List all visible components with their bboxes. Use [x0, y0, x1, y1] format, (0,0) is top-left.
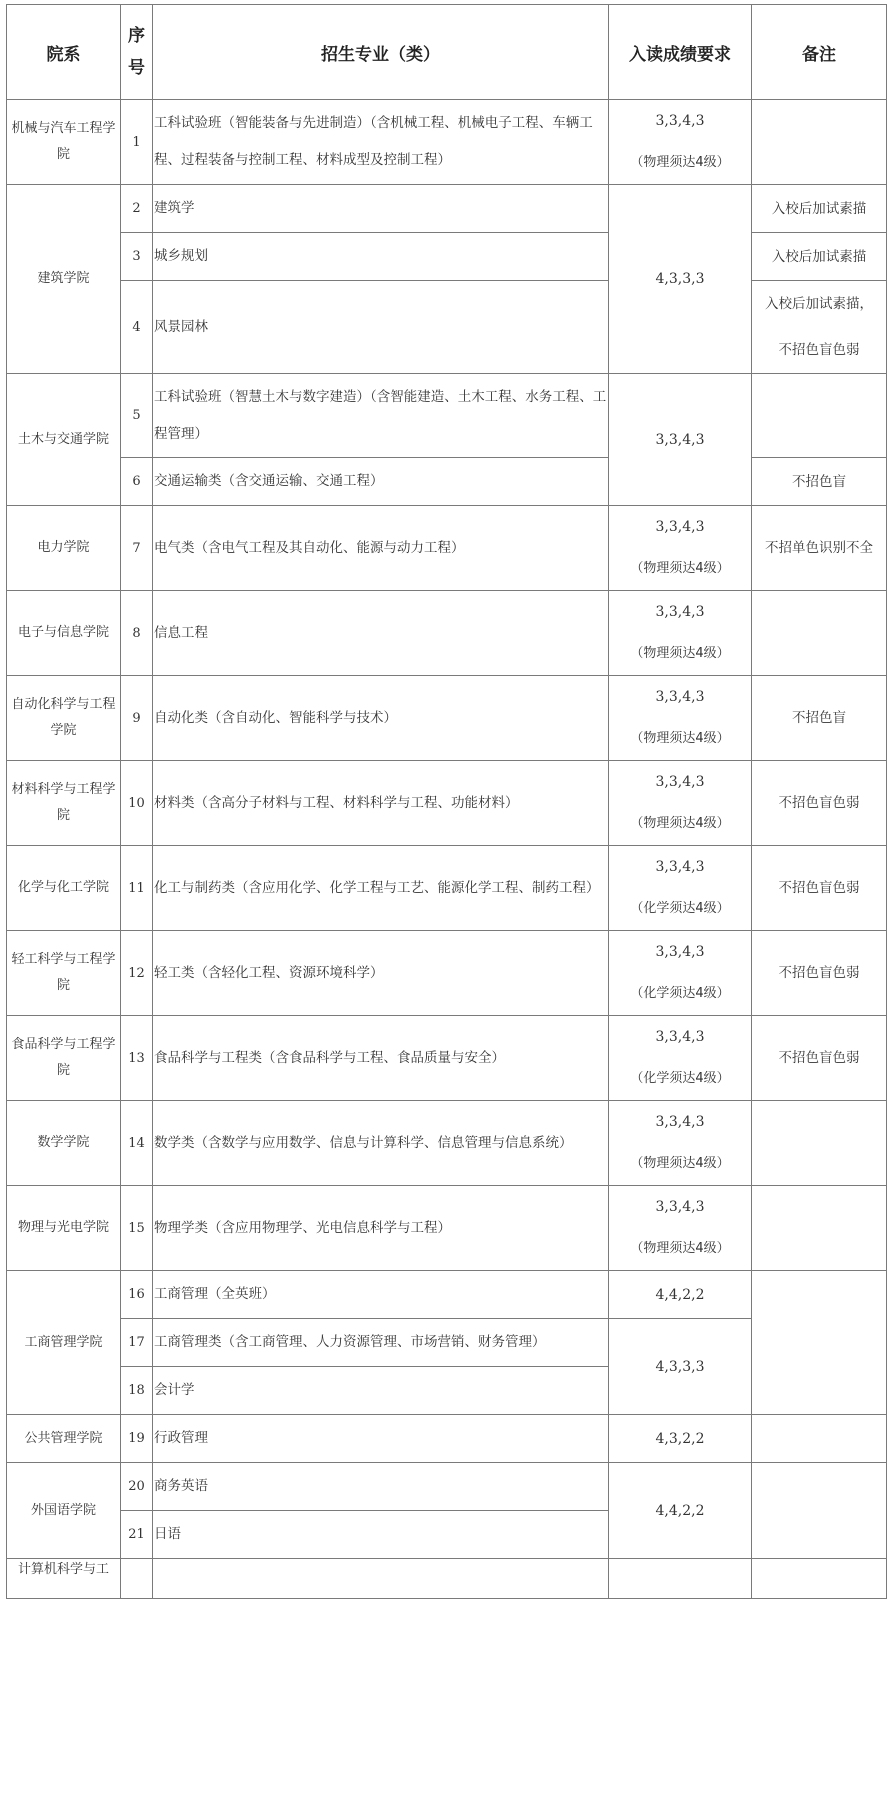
table-row [7, 281, 887, 374]
seq-cell: 9 [121, 676, 153, 761]
condition-text: （化学须达4级） [630, 901, 730, 916]
major-cell: 化工与制药类（含应用化学、化学工程与工艺、能源化学工程、制药工程） [153, 846, 609, 931]
major-cell: 建筑学 [153, 185, 609, 233]
major-cell: 会计学 [153, 1367, 609, 1415]
dept-cell: 机械与汽车工程学院 [7, 100, 121, 185]
score-text: 4,3,2,2 [655, 1430, 705, 1447]
dept-cell: 建筑学院 [7, 185, 121, 374]
score-text: 4,3,3,3 [655, 271, 705, 287]
seq-cell: 7 [121, 506, 153, 591]
dept-cell: 外国语学院 [7, 1463, 121, 1559]
seq-cell: 1 [121, 100, 153, 185]
seq-cell: 14 [121, 1101, 153, 1186]
dept-cell: 化学与化工学院 [7, 846, 121, 931]
condition-text: （物理须达4级） [630, 646, 730, 661]
table-row [7, 1463, 887, 1511]
requirement-cell [609, 1016, 752, 1101]
requirement-cell [609, 1271, 752, 1319]
dept-cell: 公共管理学院 [7, 1415, 121, 1463]
score-text: 3,3,4,3 [655, 944, 705, 960]
dept-cell: 自动化科学与工程学院 [7, 676, 121, 761]
score-text: 3,3,4,3 [655, 431, 705, 448]
seq-cell: 20 [121, 1463, 153, 1511]
note-cell: 不招色盲 [752, 458, 887, 506]
condition-text: （物理须达4级） [630, 1241, 730, 1256]
header-dept: 院系 [7, 5, 121, 100]
table-row [7, 1016, 887, 1101]
major-cell: 工商管理类（含工商管理、人力资源管理、市场营销、财务管理） [153, 1319, 609, 1367]
seq-cell: 4 [121, 281, 153, 374]
dept-cell: 数学学院 [7, 1101, 121, 1186]
header-seq-top: 序 [128, 26, 145, 46]
seq-cell: 12 [121, 931, 153, 1016]
requirement-cell [609, 591, 752, 676]
note-cell: 不招色盲色弱 [752, 761, 887, 846]
major-cell: 电气类（含电气工程及其自动化、能源与动力工程） [153, 506, 609, 591]
condition-text: （物理须达4级） [630, 816, 730, 831]
seq-cell: 15 [121, 1186, 153, 1271]
table-row [7, 846, 887, 931]
score-text: 3,3,4,3 [655, 113, 705, 129]
condition-text: （物理须达4级） [630, 731, 730, 746]
major-cell: 交通运输类（含交通运输、交通工程） [153, 458, 609, 506]
requirement-cell [609, 761, 752, 846]
admission-table [6, 4, 887, 1599]
seq-cell: 8 [121, 591, 153, 676]
major-cell: 材料类（含高分子材料与工程、材料科学与工程、功能材料） [153, 761, 609, 846]
requirement-cell [609, 185, 752, 374]
note-cell: 不招色盲色弱 [752, 1016, 887, 1101]
seq-cell: 11 [121, 846, 153, 931]
dept-cell: 电子与信息学院 [7, 591, 121, 676]
score-text: 3,3,4,3 [655, 1199, 705, 1215]
note-cell [752, 100, 887, 185]
header-seq [121, 5, 153, 100]
score-text: 4,4,2,2 [655, 1286, 705, 1303]
major-cell: 工科试验班（智能装备与先进制造）（含机械工程、机械电子工程、车辆工程、过程装备与控制工程、材料成型及控制工程） [153, 100, 609, 185]
note-cell [752, 1101, 887, 1186]
major-cell: 工商管理（全英班） [153, 1271, 609, 1319]
header-major: 招生专业（类） [153, 5, 609, 100]
requirement-cell [609, 1463, 752, 1559]
seq-cell: 13 [121, 1016, 153, 1101]
score-text: 4,4,2,2 [655, 1502, 705, 1519]
major-cell: 行政管理 [153, 1415, 609, 1463]
requirement-cell [609, 506, 752, 591]
header-note: 备注 [752, 5, 887, 100]
table-row [7, 374, 887, 458]
major-cell: 信息工程 [153, 591, 609, 676]
note-cell [752, 1271, 887, 1415]
dept-cell: 材料科学与工程学院 [7, 761, 121, 846]
major-cell: 食品科学与工程类（含食品科学与工程、食品质量与安全） [153, 1016, 609, 1101]
header-row [7, 5, 887, 100]
seq-cell: 18 [121, 1367, 153, 1415]
note-cell: 不招色盲色弱 [752, 931, 887, 1016]
requirement-cell [609, 676, 752, 761]
requirement-cell [609, 846, 752, 931]
score-text: 3,3,4,3 [655, 604, 705, 620]
major-cell: 自动化类（含自动化、智能科学与技术） [153, 676, 609, 761]
dept-cell: 食品科学与工程学院 [7, 1016, 121, 1101]
note-cell [752, 1559, 887, 1599]
table-row [7, 233, 887, 281]
note-cell: 不招色盲色弱 [752, 846, 887, 931]
major-cell [153, 1559, 609, 1599]
seq-cell: 6 [121, 458, 153, 506]
score-text: 4,3,3,3 [655, 1358, 705, 1375]
requirement-cell [609, 1319, 752, 1415]
table-row [7, 1415, 887, 1463]
requirement-cell [609, 1101, 752, 1186]
dept-cell: 计算机科学与工 [7, 1559, 121, 1599]
note-cell: 入校后加试素描 [752, 185, 887, 233]
major-cell: 商务英语 [153, 1463, 609, 1511]
major-cell: 数学类（含数学与应用数学、信息与计算科学、信息管理与信息系统） [153, 1101, 609, 1186]
major-cell: 城乡规划 [153, 233, 609, 281]
table-row [7, 931, 887, 1016]
dept-cell: 土木与交通学院 [7, 374, 121, 506]
note-cell: 不招色盲 [752, 676, 887, 761]
note-cell [752, 1415, 887, 1463]
score-text: 3,3,4,3 [655, 1114, 705, 1130]
score-text: 3,3,4,3 [655, 689, 705, 705]
seq-cell: 21 [121, 1511, 153, 1559]
dept-cell: 物理与光电学院 [7, 1186, 121, 1271]
seq-cell [121, 1559, 153, 1599]
score-text: 3,3,4,3 [655, 519, 705, 535]
major-cell: 日语 [153, 1511, 609, 1559]
table-row [7, 1186, 887, 1271]
condition-text: （化学须达4级） [630, 986, 730, 1001]
table-row [7, 1101, 887, 1186]
requirement-cell [609, 374, 752, 506]
condition-text: （物理须达4级） [630, 561, 730, 576]
header-requirement: 入读成绩要求 [609, 5, 752, 100]
requirement-cell [609, 1415, 752, 1463]
table-row [7, 458, 887, 506]
dept-cell: 轻工科学与工程学院 [7, 931, 121, 1016]
note-cell: 入校后加试素描 [752, 233, 887, 281]
note-line: 不招色盲色弱 [778, 342, 860, 358]
note-cell [752, 281, 887, 374]
condition-text: （物理须达4级） [630, 1156, 730, 1171]
condition-text: （化学须达4级） [630, 1071, 730, 1086]
major-cell: 轻工类（含轻化工程、资源环境科学） [153, 931, 609, 1016]
score-text: 3,3,4,3 [655, 859, 705, 875]
note-cell [752, 1186, 887, 1271]
seq-cell: 2 [121, 185, 153, 233]
major-cell: 工科试验班（智慧土木与数字建造）（含智能建造、土木工程、水务工程、工程管理） [153, 374, 609, 458]
table-row [7, 676, 887, 761]
requirement-cell [609, 931, 752, 1016]
score-text: 3,3,4,3 [655, 774, 705, 790]
header-seq-bottom: 号 [128, 58, 145, 78]
seq-cell: 3 [121, 233, 153, 281]
seq-cell: 5 [121, 374, 153, 458]
seq-cell: 17 [121, 1319, 153, 1367]
dept-cell: 工商管理学院 [7, 1271, 121, 1415]
requirement-cell [609, 1559, 752, 1599]
table-row [7, 100, 887, 185]
requirement-cell [609, 100, 752, 185]
seq-cell: 16 [121, 1271, 153, 1319]
seq-cell: 10 [121, 761, 153, 846]
table-row [7, 506, 887, 591]
table-row [7, 185, 887, 233]
table-row [7, 1271, 887, 1319]
note-cell [752, 591, 887, 676]
seq-cell: 19 [121, 1415, 153, 1463]
note-cell [752, 374, 887, 458]
note-line: 入校后加试素描， [765, 296, 873, 312]
note-cell: 不招单色识别不全 [752, 506, 887, 591]
condition-text: （物理须达4级） [630, 155, 730, 170]
requirement-cell [609, 1186, 752, 1271]
table-row [7, 761, 887, 846]
score-text: 3,3,4,3 [655, 1029, 705, 1045]
table-row [7, 1559, 887, 1599]
note-cell [752, 1463, 887, 1559]
table-row [7, 591, 887, 676]
dept-cell: 电力学院 [7, 506, 121, 591]
major-cell: 物理学类（含应用物理学、光电信息科学与工程） [153, 1186, 609, 1271]
major-cell: 风景园林 [153, 281, 609, 374]
